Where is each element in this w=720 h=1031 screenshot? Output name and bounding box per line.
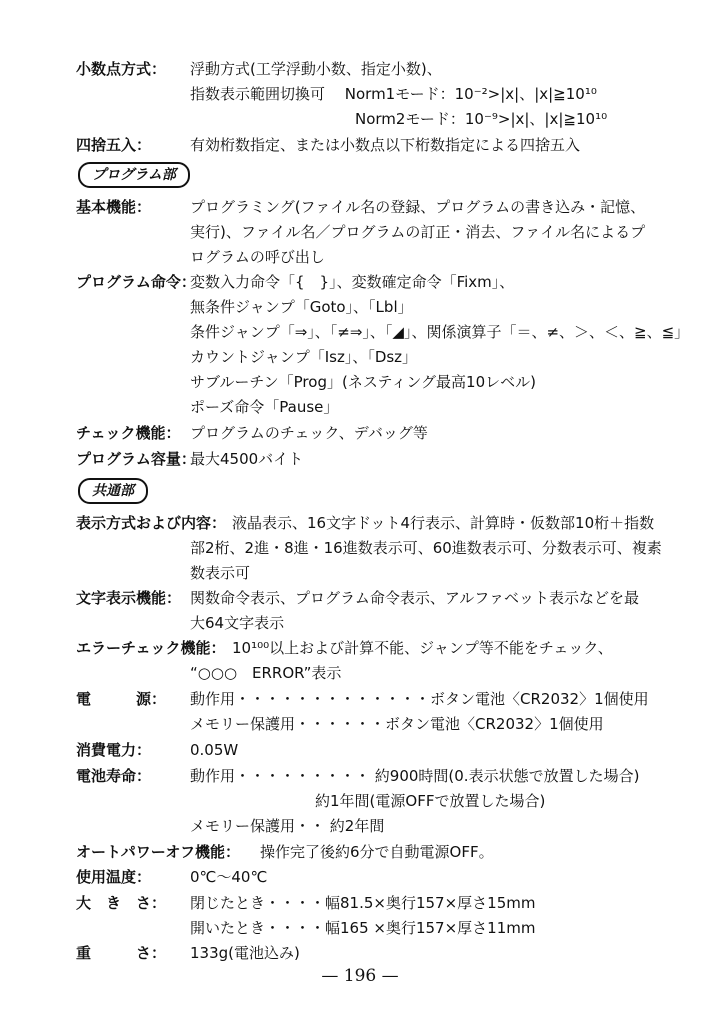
battery-label: 電池寿命： xyxy=(76,767,152,785)
cmd-label: プログラム命令： xyxy=(76,273,196,291)
autooff-label: オートパワーオフ機能： xyxy=(76,843,240,861)
basic-line-3: ログラムの呼び出し xyxy=(190,248,325,266)
basic-label: 基本機能： xyxy=(76,198,152,216)
battery-line-2: 約1年間(電源OFFで放置した場合) xyxy=(315,792,546,810)
display-line-3: 数表示可 xyxy=(190,564,251,582)
check-value: プログラムのチェック、デバッグ等 xyxy=(190,424,428,442)
common-section-header: 共通部 xyxy=(78,478,148,504)
basic-line-1: プログラミング(ファイル名の登録、プログラムの書き込み・記憶、 xyxy=(190,198,646,216)
cmd-line-4: カウントジャンプ「Isz」、「Dsz」 xyxy=(190,348,418,366)
decimal-line-2: 指数表示範囲切換可 Norm1モード：10⁻²>|x|、|x|≧10¹⁰ xyxy=(190,85,597,103)
size-line-2: 開いたとき・・・・幅165 ×奥行157×厚さ11mm xyxy=(190,919,536,937)
error-line-1: 10¹⁰⁰以上および計算不能、ジャンプ等不能をチェック、 xyxy=(232,639,613,657)
chardisp-line-1: 関数命令表示、プログラム命令表示、アルファベット表示などを最 xyxy=(190,589,639,607)
temp-value: 0℃～40℃ xyxy=(190,868,268,886)
display-label: 表示方式および内容： xyxy=(76,514,227,532)
cmd-line-6: ポーズ命令「Pause」 xyxy=(190,398,339,416)
display-line-1: 液晶表示、16文字ドット4行表示、計算時・仮数部10桁＋指数 xyxy=(232,514,655,532)
basic-line-2: 実行)、ファイル名／プログラムの訂正・消去、ファイル名によるプ xyxy=(190,223,646,241)
cmd-line-5: サブルーチン「Prog」(ネスティング最高10レベル) xyxy=(190,373,536,391)
chardisp-label: 文字表示機能： xyxy=(76,589,182,607)
consumption-label: 消費電力： xyxy=(76,741,152,759)
temp-label: 使用温度： xyxy=(76,868,152,886)
decimal-line-3: Norm2モード：10⁻⁹>|x|、|x|≧10¹⁰ xyxy=(355,110,608,128)
error-line-2: “○○○ ERROR”表示 xyxy=(190,664,342,682)
weight-label: 重 さ： xyxy=(76,944,167,962)
chardisp-line-2: 大64文字表示 xyxy=(190,614,285,632)
page-number: — 196 — xyxy=(321,966,399,986)
power-label: 電 源： xyxy=(76,690,167,708)
round-label: 四捨五入： xyxy=(76,136,152,154)
capacity-value: 最大4500バイト xyxy=(190,450,304,468)
display-line-2: 部2桁、2進・8進・16進数表示可、60進数表示可、分数表示可、複素 xyxy=(190,539,662,557)
battery-line-1: 動作用・・・・・・・・・ 約900時間(0.表示状態で放置した場合) xyxy=(190,767,640,785)
cmd-line-1: 変数入力命令「{ }」、変数確定命令「Fixm」、 xyxy=(190,273,515,291)
cmd-line-3: 条件ジャンプ「⇒」、「≠⇒」、「◢」、関係演算子「＝、≠、＞、＜、≧、≦」 xyxy=(190,323,690,341)
cmd-line-2: 無条件ジャンプ「Goto」、「Lbl」 xyxy=(190,298,413,316)
weight-value: 133g(電池込み) xyxy=(190,944,300,962)
decimal-line-1: 浮動方式(工学浮動小数、指定小数)、 xyxy=(190,60,442,78)
program-section-header: プログラム部 xyxy=(78,162,190,188)
error-label: エラーチェック機能： xyxy=(76,639,226,657)
power-line-1: 動作用・・・・・・・・・・・・・ボタン電池〈CR2032〉1個使用 xyxy=(190,690,649,708)
round-value: 有効桁数指定、または小数点以下桁数指定による四捨五入 xyxy=(190,136,581,154)
decimal-label: 小数点方式： xyxy=(76,60,167,78)
autooff-value: 操作完了後約6分で自動電源OFF。 xyxy=(260,843,494,861)
power-line-2: メモリー保護用・・・・・・ボタン電池〈CR2032〉1個使用 xyxy=(190,715,604,733)
check-label: チェック機能： xyxy=(76,424,181,442)
size-label: 大 き さ： xyxy=(76,894,167,912)
size-line-1: 閉じたとき・・・・幅81.5×奥行157×厚さ15mm xyxy=(190,894,536,912)
battery-line-3: メモリー保護用・・ 約2年間 xyxy=(190,817,385,835)
consumption-value: 0.05W xyxy=(190,741,239,759)
capacity-label: プログラム容量： xyxy=(76,450,196,468)
